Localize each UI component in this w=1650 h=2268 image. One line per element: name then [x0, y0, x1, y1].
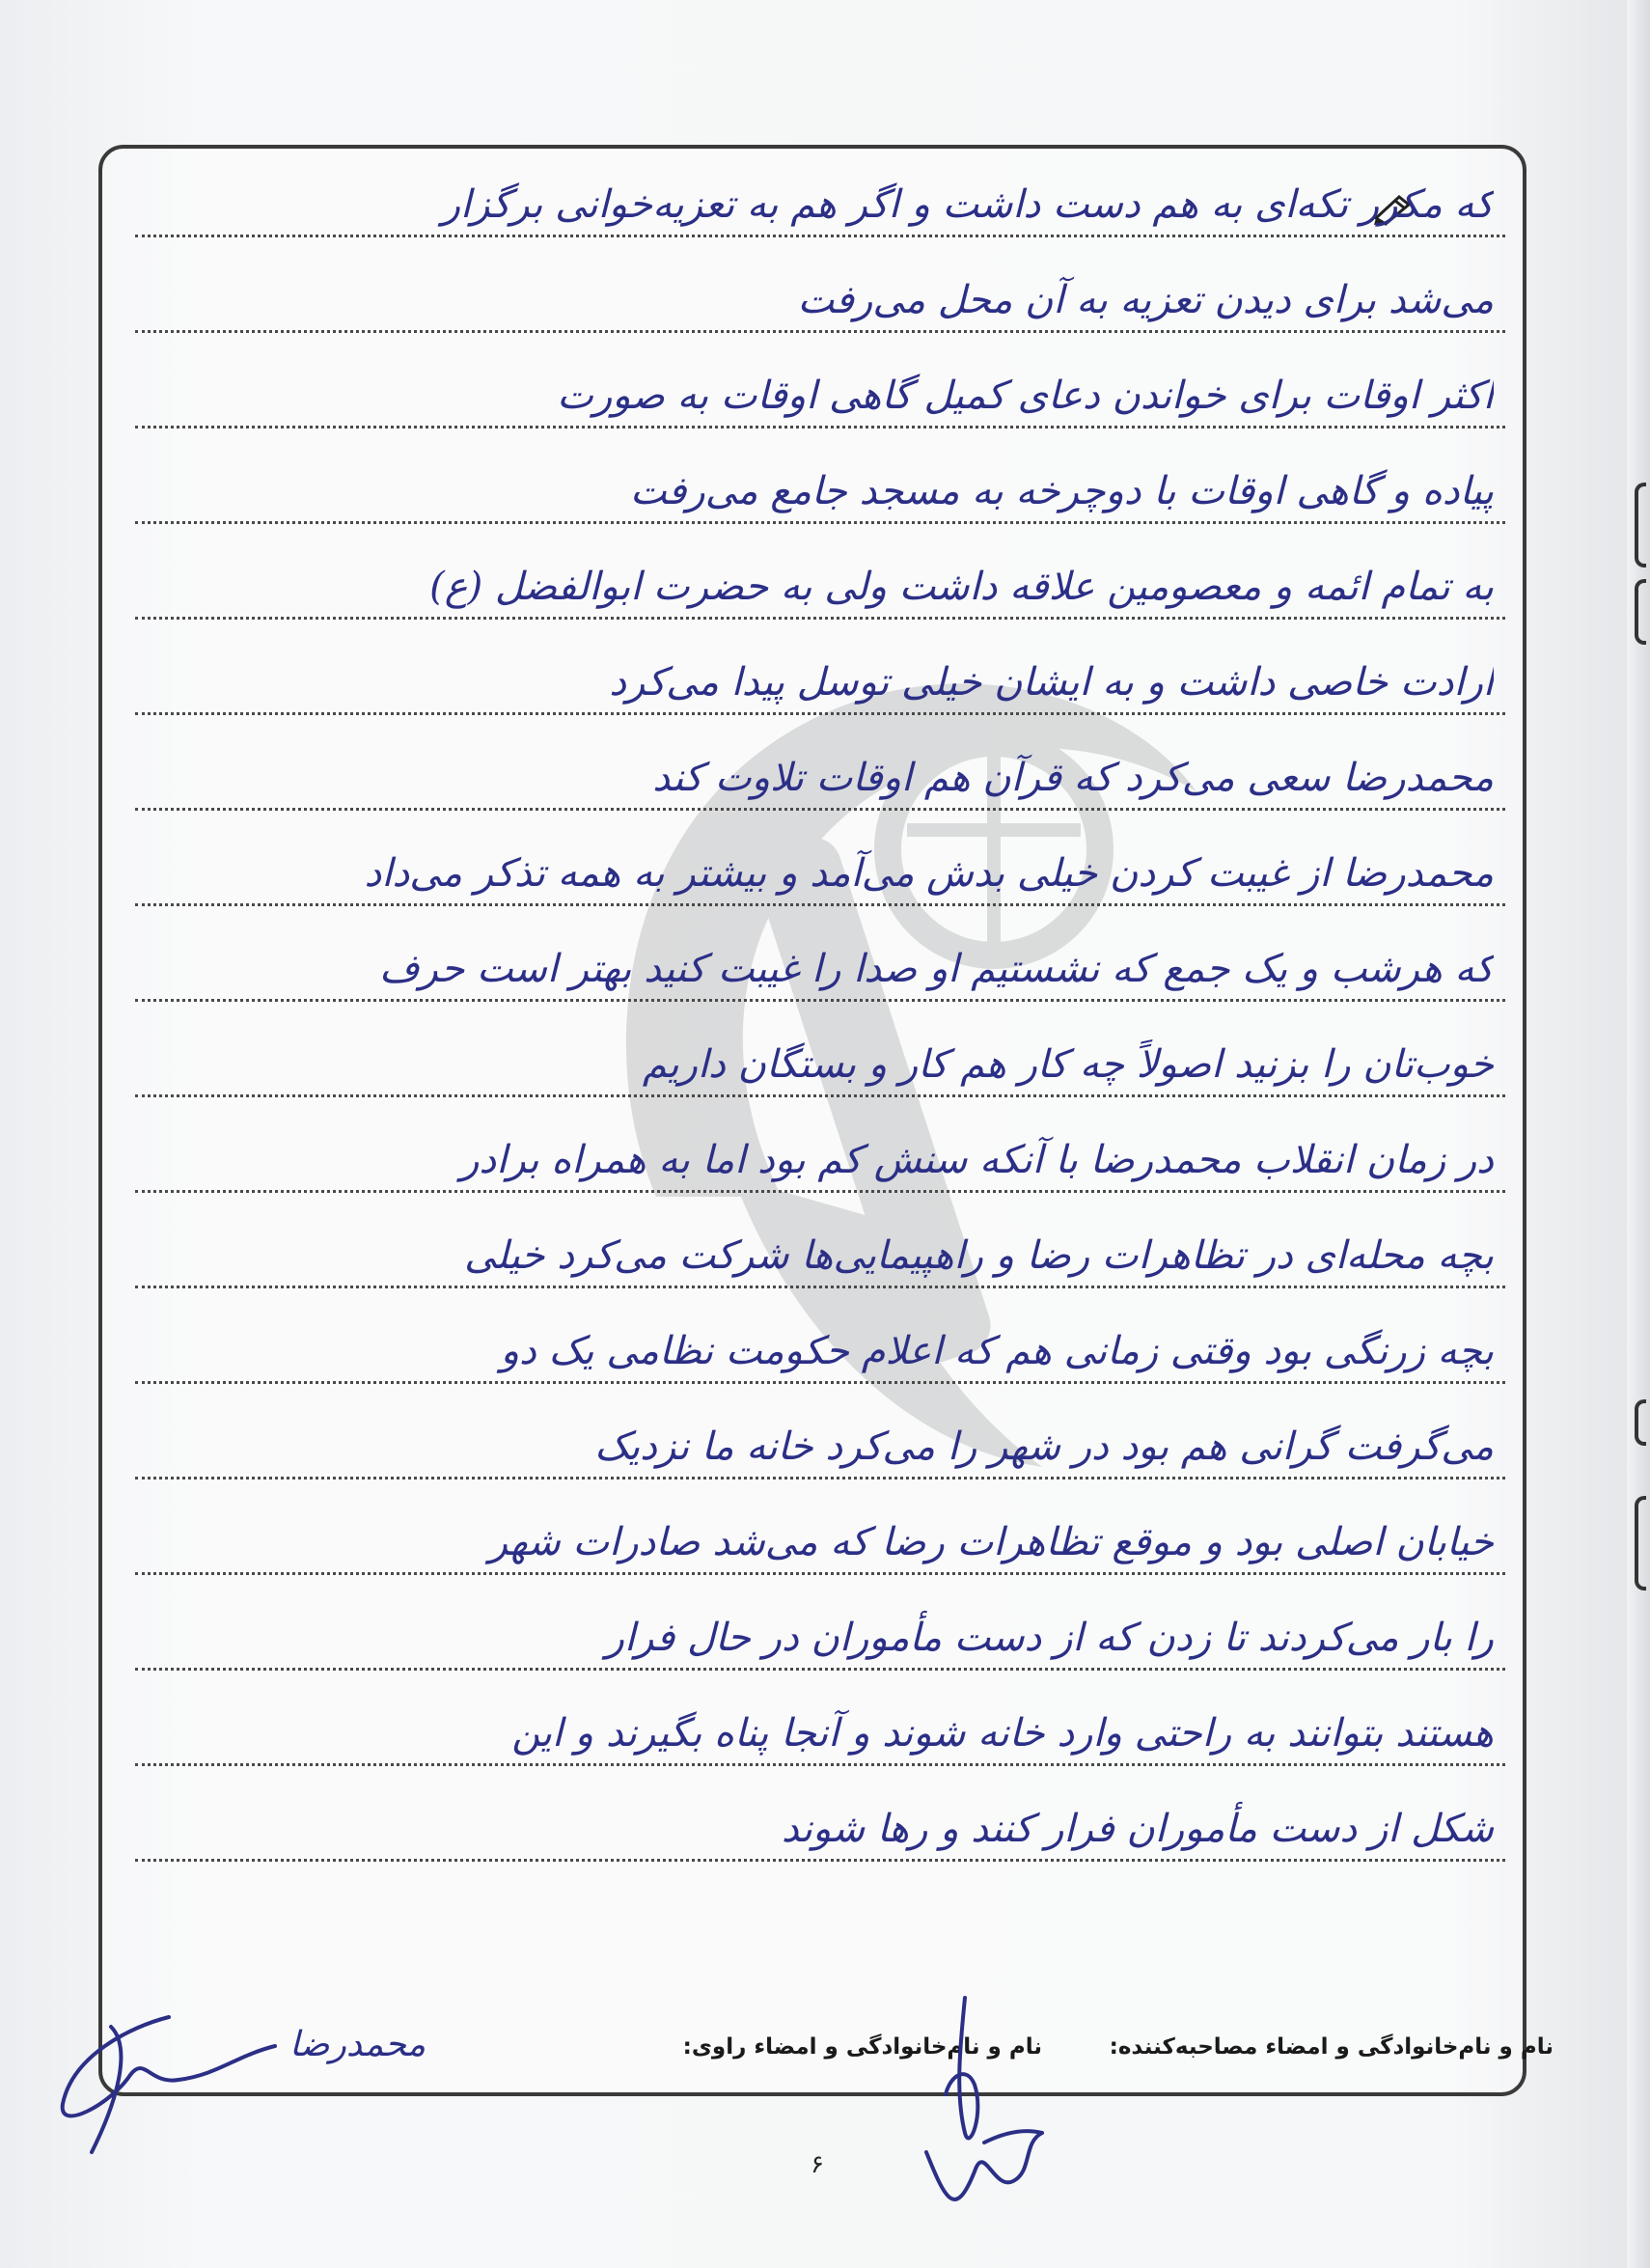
line-text: هستند بتوانند به راحتی وارد خانه شوند و آنجا پناه بگیرند و این — [511, 1711, 1494, 1756]
handwritten-line — [135, 1301, 1505, 1394]
handwritten-line — [135, 1683, 1505, 1776]
line-text: محمدرضا از غیبت کردن خیلی بدش می‌آمد و بیشتر به همه تذکر می‌داد — [364, 851, 1494, 896]
line-text: بچه محله‌ای در تظاهرات رضا و راهپیمایی‌ها شرکت می‌کرد خیلی — [464, 1233, 1494, 1278]
handwritten-line — [135, 1014, 1505, 1107]
dotted-rule — [135, 235, 1505, 237]
line-text: در زمان انقلاب محمدرضا با آنکه سنش کم بود اما به همراه برادر — [460, 1138, 1494, 1182]
handwritten-line — [135, 441, 1505, 534]
narrator-signature — [53, 1988, 304, 2162]
line-text: می‌شد برای دیدن تعزیه به آن محل می‌رفت — [797, 278, 1494, 322]
handwritten-line — [135, 1588, 1505, 1680]
line-text: را بار می‌کردند تا زدن که از دست مأموران در حال فرار — [605, 1616, 1494, 1660]
edge-mark — [1635, 1399, 1646, 1446]
interviewer-signature-label: نام و نام‌خانوادگی و امضاء مصاحبه‌کننده: — [1109, 2034, 1554, 2060]
handwritten-line — [135, 919, 1505, 1011]
line-text: ارادت خاصی داشت و به ایشان خیلی توسل پیدا می‌کرد — [609, 660, 1494, 705]
dotted-rule — [135, 999, 1505, 1002]
line-text: اکثر اوقات برای خواندن دعای کمیل گاهی اوقات به صورت — [557, 373, 1494, 418]
handwritten-line — [135, 1110, 1505, 1203]
line-text: که هرشب و یک جمع که نشستیم او صدا را غیبت کنید بهتر است حرف — [379, 947, 1494, 991]
dotted-rule — [135, 1668, 1505, 1671]
dotted-rule — [135, 712, 1505, 715]
line-text: شکل از دست مأموران فرار کنند و رها شوند — [781, 1807, 1494, 1851]
handwritten-line — [135, 154, 1505, 247]
line-text: می‌گرفت گرانی هم بود در شهر را می‌کرد خانه ما نزدیک — [594, 1424, 1494, 1469]
handwritten-line — [135, 632, 1505, 725]
line-text: بچه زرنگی بود وقتی زمانی هم که اعلام حکومت نظامی یک دو — [500, 1329, 1494, 1373]
line-text: خوب‌تان را بزنید اصولاً چه کار هم کار و بستگان داریم — [642, 1042, 1494, 1087]
handwritten-line — [135, 728, 1505, 820]
handwritten-line — [135, 1492, 1505, 1585]
narrator-signature-label: نام و نام‌خانوادگی و امضاء راوی: — [682, 2034, 1042, 2060]
dotted-rule — [135, 1477, 1505, 1480]
handwritten-line — [135, 346, 1505, 438]
dotted-rule — [135, 1763, 1505, 1766]
handwritten-line — [135, 1205, 1505, 1298]
dotted-rule — [135, 903, 1505, 906]
edge-mark — [1635, 1496, 1646, 1590]
dotted-rule — [135, 808, 1505, 811]
dotted-rule — [135, 521, 1505, 524]
line-text: خیابان اصلی بود و موقع تظاهرات رضا که می‌شد صادرات شهر — [488, 1520, 1494, 1564]
handwritten-line — [135, 250, 1505, 343]
line-text: به تمام ائمه و معصومین علاقه داشت ولی به حضرت ابوالفضل (ع) — [429, 565, 1494, 609]
dotted-rule — [135, 1190, 1505, 1193]
dotted-rule — [135, 617, 1505, 620]
dotted-rule — [135, 426, 1505, 429]
edge-mark — [1635, 483, 1646, 567]
line-text: که مکرر تکه‌ای به هم دست داشت و اگر هم به تعزیه‌خوانی برگزار — [441, 182, 1494, 227]
line-text: پیاده و گاهی اوقات با دوچرخه به مسجد جامع می‌رفت — [630, 469, 1494, 513]
line-text: محمدرضا سعی می‌کرد که قرآن هم اوقات تلاوت کند — [652, 756, 1494, 800]
dotted-rule — [135, 330, 1505, 333]
handwritten-line — [135, 537, 1505, 629]
dotted-rule — [135, 1381, 1505, 1384]
handwritten-line — [135, 1397, 1505, 1489]
handwritten-line — [135, 823, 1505, 916]
narrator-name: محمدرضا — [289, 2025, 426, 2064]
dotted-rule — [135, 1572, 1505, 1575]
dotted-rule — [135, 1859, 1505, 1862]
handwritten-line — [135, 1779, 1505, 1871]
margin-signature — [917, 2114, 1071, 2229]
dotted-rule — [135, 1094, 1505, 1097]
binding-edge — [1627, 0, 1650, 2268]
dotted-rule — [135, 1286, 1505, 1288]
edge-mark — [1635, 579, 1646, 645]
page-number: ۶ — [811, 2150, 824, 2179]
